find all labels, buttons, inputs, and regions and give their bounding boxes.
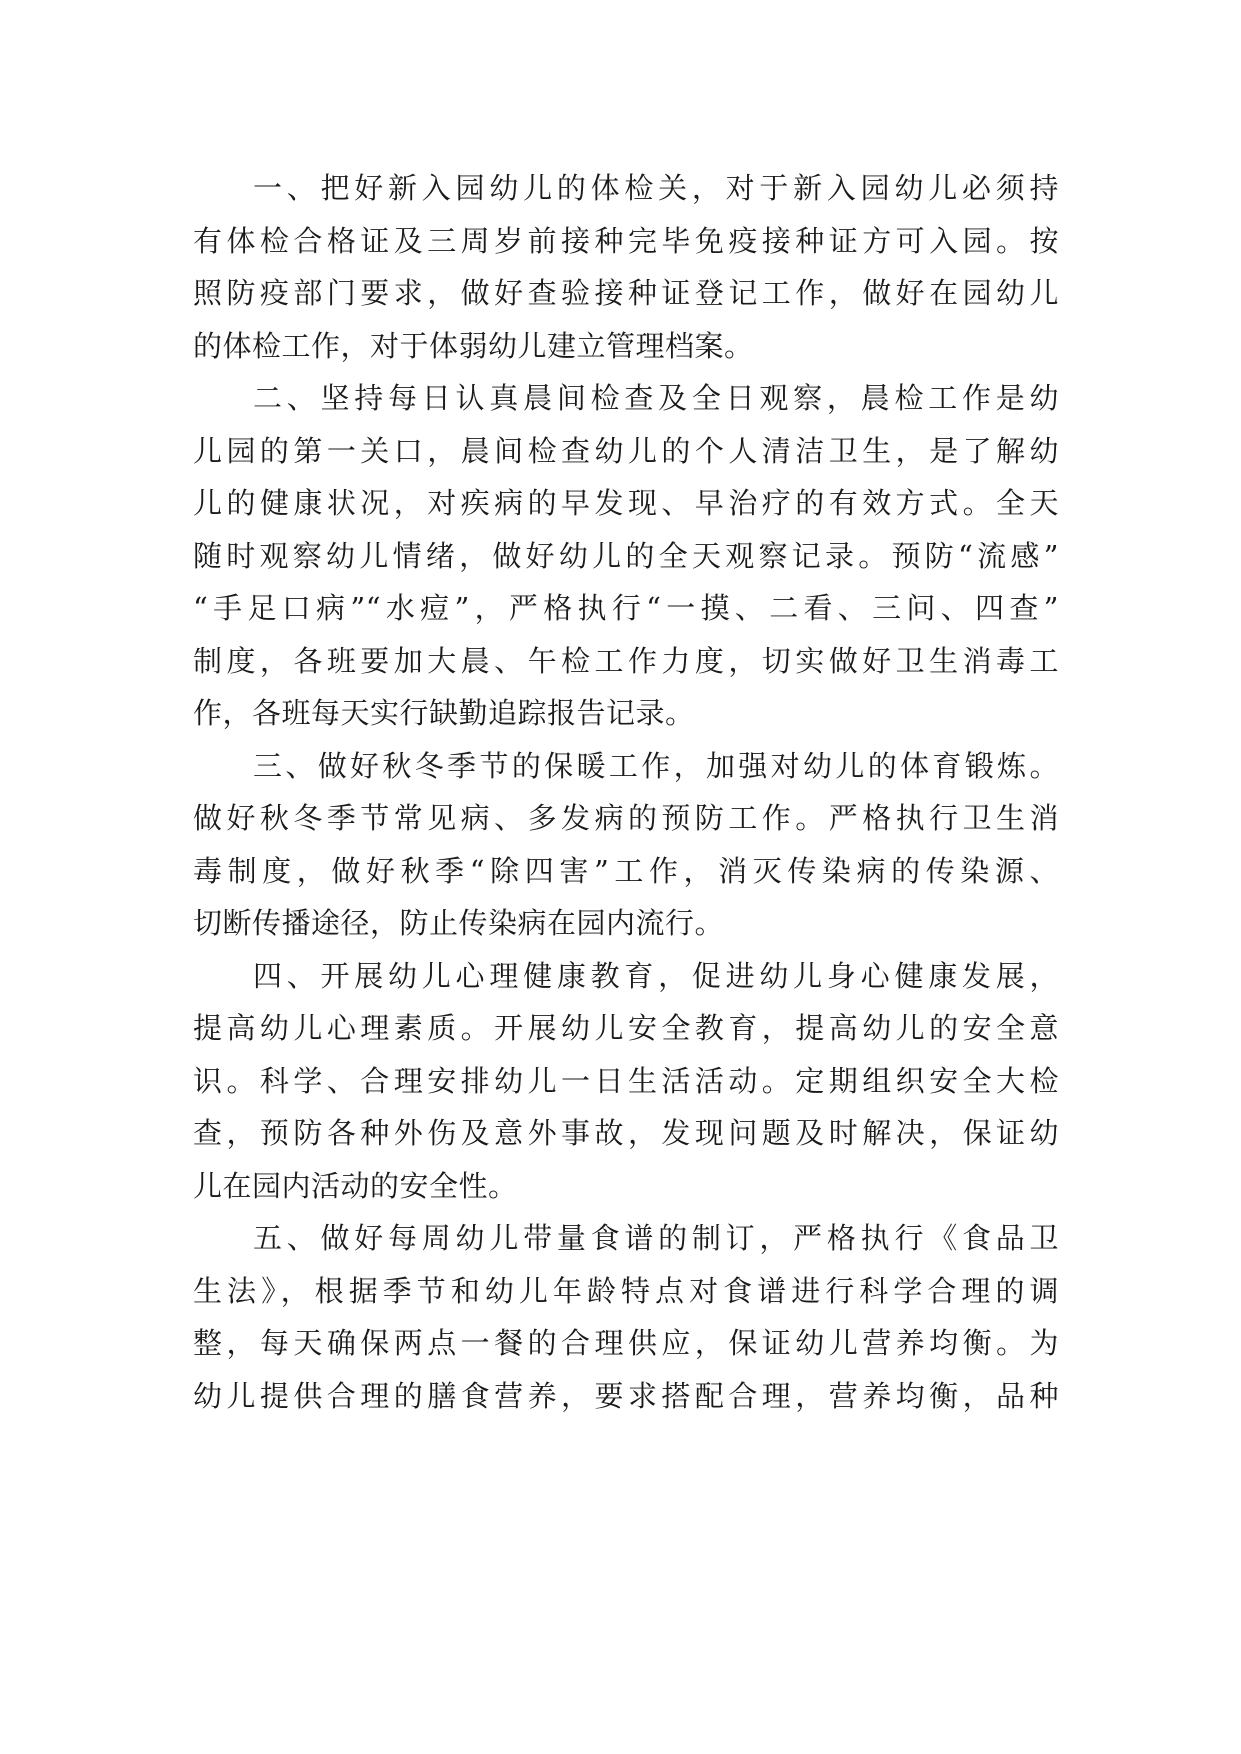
text-line: 照防疫部门要求，做好查验接种证登记工作，做好在园幼儿	[193, 276, 1059, 310]
text-line: 作，各班每天实行缺勤追踪报告记录。	[193, 696, 695, 730]
text-line: 的体检工作，对于体弱幼儿建立管理档案。	[193, 328, 754, 363]
text-line: 做好秋冬季节常见病、多发病的预防工作。严格执行卫生消	[193, 801, 1059, 835]
text-line: “手足口病”“水痘”，严格执行“一摸、二看、三问、四查”	[193, 591, 1059, 625]
text-line: 随时观察幼儿情绪，做好幼儿的全天观察记录。预防“流感”	[193, 538, 1059, 573]
text-line: 五、做好每周幼儿带量食谱的制订，严格执行《食品卫	[253, 1221, 1059, 1255]
text-line: 切断传播途径，防止传染病在园内流行。	[193, 906, 725, 940]
text-line: 查，预防各种外伤及意外事故，发现问题及时解决，保证幼	[193, 1116, 1059, 1150]
text-line: 一、把好新入园幼儿的体检关，对于新入园幼儿必须持	[253, 171, 1059, 205]
text-line: 儿园的第一关口，晨间检查幼儿的个人清洁卫生，是了解幼	[193, 433, 1059, 468]
text-line: 儿在园内活动的安全性。	[193, 1168, 518, 1203]
text-line: 幼儿提供合理的膳食营养，要求搭配合理，营养均衡，品种	[193, 1378, 1059, 1413]
text-line: 制度，各班要加大晨、午检工作力度，切实做好卫生消毒工	[193, 643, 1059, 678]
text-line: 识。科学、合理安排幼儿一日生活活动。定期组织安全大检	[193, 1063, 1059, 1098]
paragraph-2	[193, 372, 1059, 740]
text-line: 提高幼儿心理素质。开展幼儿安全教育，提高幼儿的安全意	[193, 1011, 1059, 1045]
text-line: 有体检合格证及三周岁前接种完毕免疫接种证方可入园。按	[193, 223, 1059, 258]
text-line: 整，每天确保两点一餐的合理供应，保证幼儿营养均衡。为	[193, 1326, 1059, 1360]
text-line: 儿的健康状况，对疾病的早发现、早治疗的有效方式。全天	[193, 486, 1059, 520]
paragraph-3	[193, 740, 1059, 950]
document-body	[193, 162, 1059, 1422]
text-line: 生法》，根据季节和幼儿年龄特点对食谱进行科学合理的调	[193, 1273, 1059, 1308]
text-line: 四、开展幼儿心理健康教育，促进幼儿身心健康发展，	[253, 958, 1059, 993]
paragraph-5	[193, 1212, 1059, 1422]
paragraph-1	[193, 162, 1059, 372]
text-line: 三、做好秋冬季节的保暖工作，加强对幼儿的体育锻炼。	[253, 748, 1059, 783]
text-line: 毒制度，做好秋季“除四害”工作，消灭传染病的传染源、	[193, 853, 1059, 888]
text-line: 二、坚持每日认真晨间检查及全日观察，晨检工作是幼	[253, 381, 1059, 415]
paragraph-4	[193, 950, 1059, 1213]
